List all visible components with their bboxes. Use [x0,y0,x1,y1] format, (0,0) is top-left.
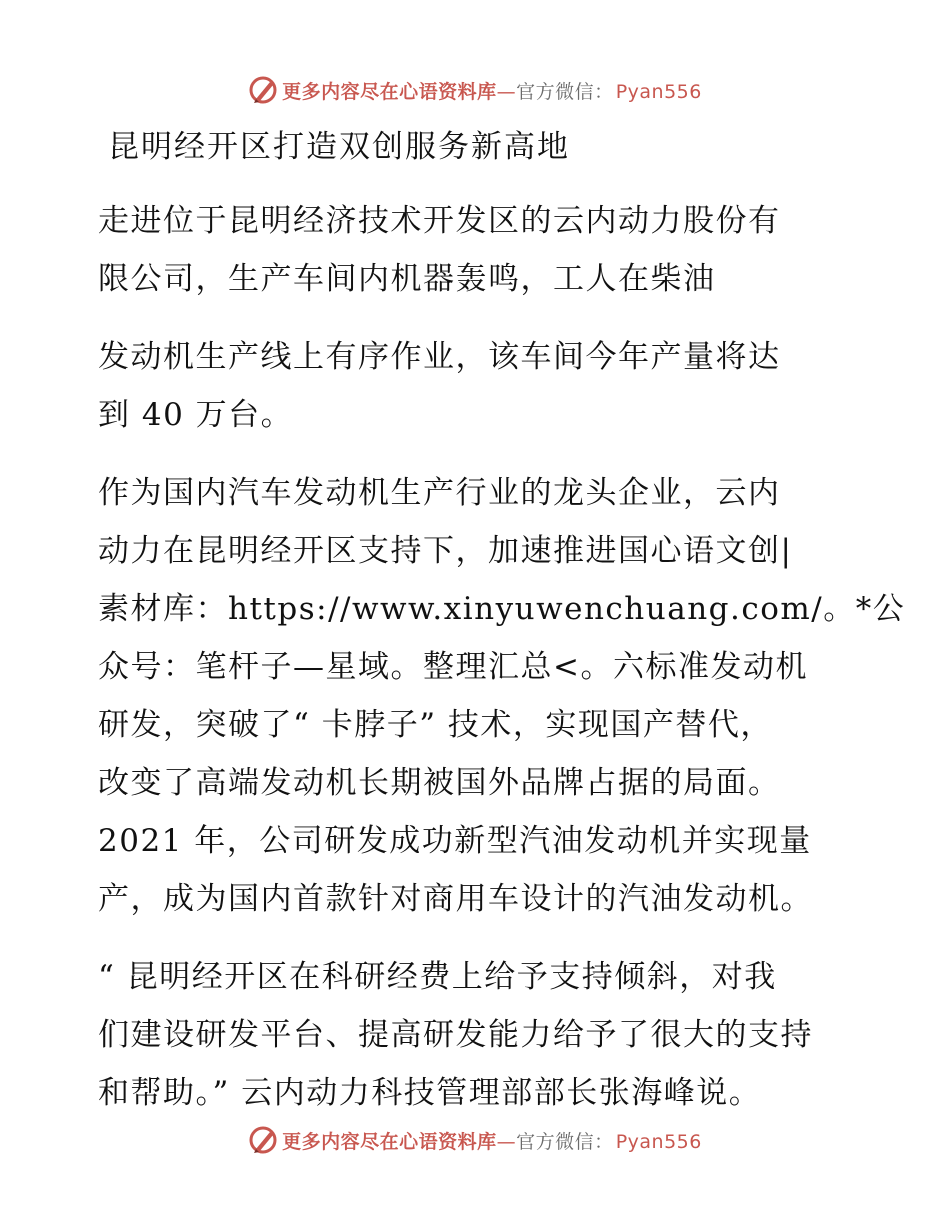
article-title: 昆明经开区打造双创服务新高地 [108,129,570,165]
paragraph-line: 们建设研发平台、提高研发能力给予了很大的支持 [98,1017,813,1053]
article-body [98,124,906,1122]
paragraph-line: 素材库：https://www.xinyuwenchuang.com/。*公 [98,591,906,627]
paragraph-4 [98,948,858,1122]
banner-wechat-label: 官方微信： [516,1130,614,1153]
banner-wechat-id: Pyan556 [615,1130,702,1153]
banner-wechat-label: 官方微信： [516,80,614,103]
paragraph-line: 发动机生产线上有序作业，该车间今年产量将达 [98,339,781,375]
paragraph-1 [98,192,858,308]
banner-site-name: 更多内容尽在心语资料库 [282,1130,497,1153]
pen-logo-icon [248,75,278,105]
paragraph-line: 动力在昆明经开区支持下，加速推进国心语文创| [98,533,793,569]
banner-wechat-id: Pyan556 [615,80,702,103]
paragraph-line: 走进位于昆明经济技术开发区的云内动力股份有 [98,203,781,239]
paragraph-line: 限公司，生产车间内机器轰鸣，工人在柴油 [98,261,716,297]
footer-banner [0,1122,950,1158]
paragraph-line: 2021 年，公司研发成功新型汽油发动机并实现量 [98,823,812,859]
header-banner [0,72,950,108]
banner-site-name: 更多内容尽在心语资料库 [282,80,497,103]
paragraph-line: 到 40 万台。 [98,397,294,433]
banner-dash: — [496,1130,517,1153]
paragraph-line: 作为国内汽车发动机生产行业的龙头企业，云内 [98,475,781,511]
paragraph-line: 产，成为国内首款针对商用车设计的汽油发动机。 [98,881,813,917]
paragraph-line: 和帮助。” 云内动力科技管理部部长张海峰说。 [98,1075,762,1111]
pen-logo-icon [248,1125,278,1155]
paragraph-2 [98,328,858,444]
paragraph-line: 研发，突破了“ 卡脖子” 技术，实现国产替代， [98,707,773,743]
paragraph-3 [98,464,906,928]
paragraph-line: “ 昆明经开区在科研经费上给予支持倾斜，对我 [98,959,777,995]
banner-dash: — [496,80,517,103]
paragraph-line: 改变了高端发动机长期被国外品牌占据的局面。 [98,765,781,801]
paragraph-line: 众号：笔杆子—星域。整理汇总<。六标准发动机 [98,649,808,685]
